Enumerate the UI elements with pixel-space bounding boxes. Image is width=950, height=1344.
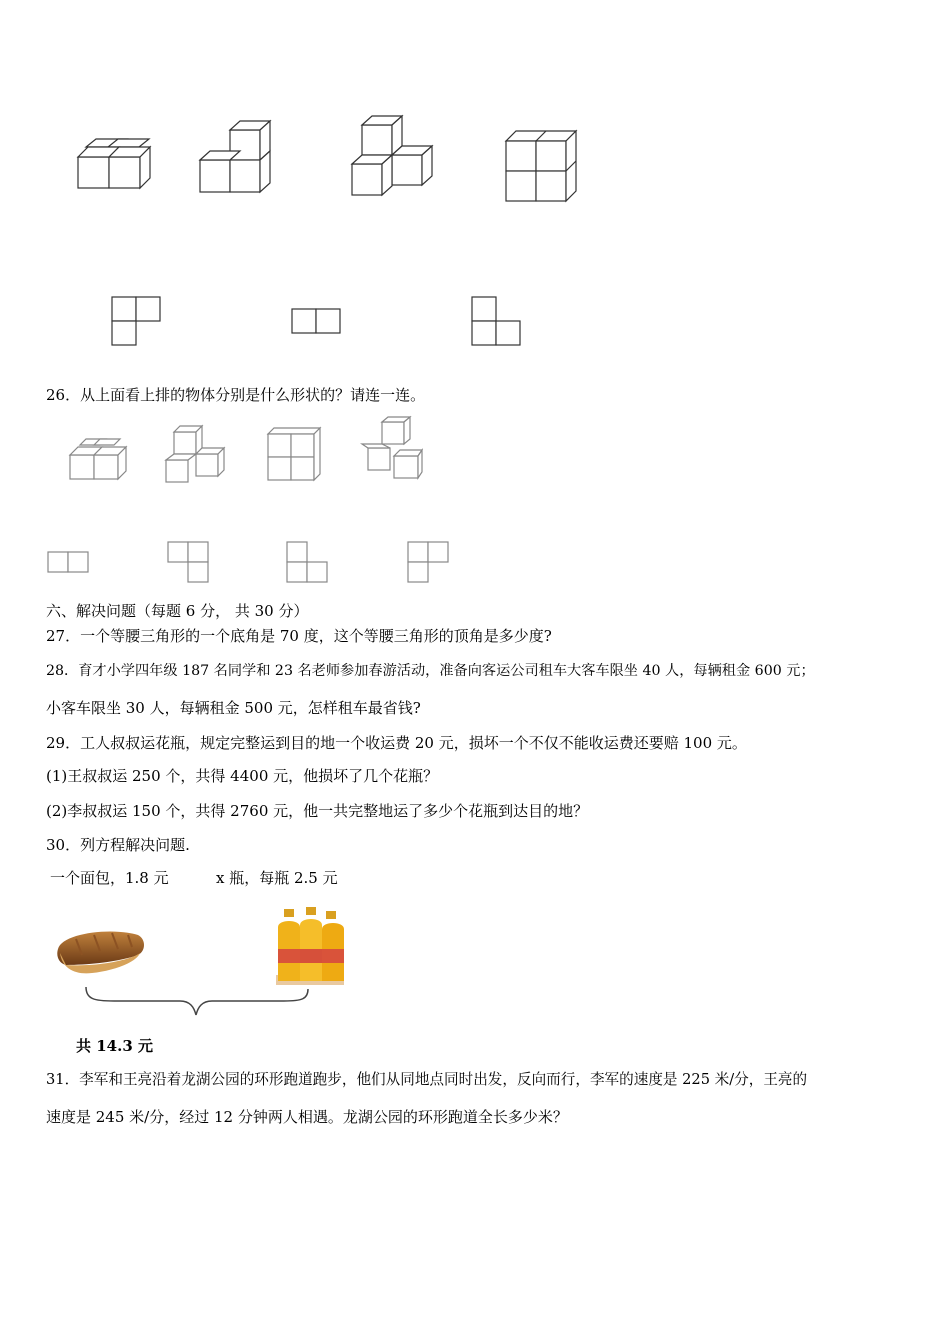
q26-view-two-squares — [46, 550, 94, 578]
question-29: 29．工人叔叔运花瓶，规定完整运到目的地一个收运费 20 元，损坏一个不仅不能收运费还要赔 100 元。 — [46, 734, 747, 752]
q26-solid-1 — [66, 435, 126, 483]
q26-solid-3 — [264, 424, 324, 484]
q26-view-corner-top — [406, 540, 452, 586]
question-30-title: 30．列方程解决问题. — [46, 836, 190, 854]
question-31-line-1: 31．李军和王亮沿着龙湖公园的环形跑道跑步，他们从同地点同时出发，反向而行，李军的速度是 225 米/分，王亮的 — [46, 1071, 808, 1088]
q26-solid-2 — [160, 422, 228, 484]
juice-bottles-image — [272, 905, 352, 990]
q26-view-corner-right — [166, 540, 212, 586]
question-28-line-2: 小客车限坐 30 人，每辆租金 500 元，怎样租车最省钱? — [46, 699, 421, 717]
total-brace — [84, 985, 314, 1025]
bread-image — [52, 925, 152, 980]
q26-solid-4 — [356, 414, 426, 484]
question-29-sub-1: (1)王叔叔运 250 个，共得 4400 元，他损坏了几个花瓶？ — [46, 767, 439, 785]
question-27: 27．一个等腰三角形的一个底角是 70 度，这个等腰三角形的顶角是多少度? — [46, 627, 552, 645]
top-view-two-squares — [290, 307, 345, 337]
bread-price-label: 一个面包，1.8 元 — [50, 869, 169, 887]
solid-figure-a — [70, 135, 160, 195]
section-6-title: 六、解决问题（每题 6 分， 共 30 分） — [46, 602, 309, 620]
solid-figure-c — [345, 110, 440, 200]
question-26-title: 26．从上面看上排的物体分别是什么形状的？请连一连。 — [46, 386, 426, 404]
solid-figure-b — [195, 118, 285, 198]
total-price-label: 共 14.3 元 — [76, 1037, 153, 1055]
question-31-line-2: 速度是 245 米/分，经过 12 分钟两人相遇。龙湖公园的环形跑道全长多少米？ — [46, 1108, 568, 1126]
question-29-sub-2: (2)李叔叔运 150 个，共得 2760 元，他一共完整地运了多少个花瓶到达目的地？ — [46, 802, 589, 820]
drink-price-label: x 瓶，每瓶 2.5 元 — [216, 869, 338, 887]
solid-figure-d — [500, 125, 590, 210]
question-28-line-1: 28．育才小学四年级 187 名同学和 23 名老师参加春游活动，准备向客运公司租车大客车限坐 40 人，每辆租金 600 元； — [46, 663, 815, 679]
top-view-corner-down — [470, 296, 525, 348]
top-view-corner-up — [110, 296, 165, 348]
q26-view-corner-left — [285, 540, 331, 586]
